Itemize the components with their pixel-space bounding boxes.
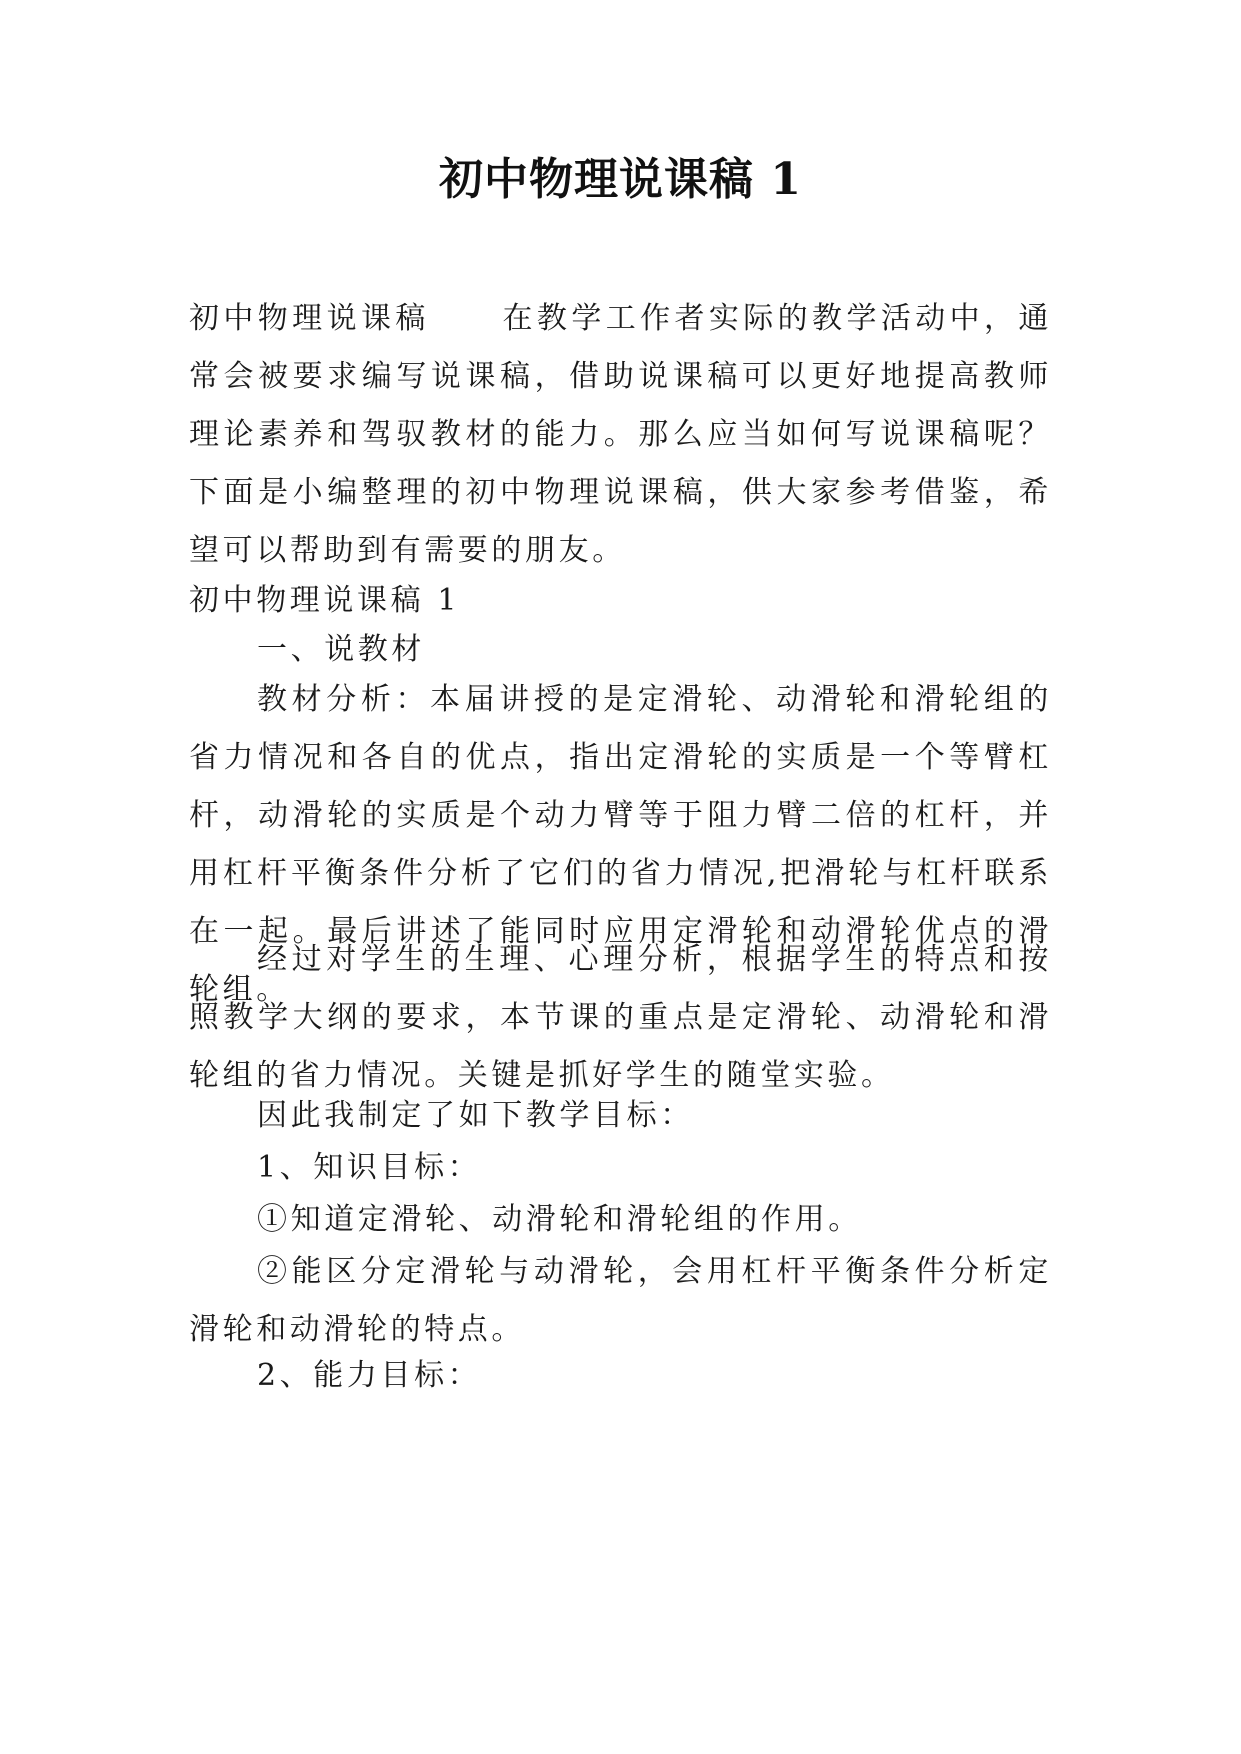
document-title: 初中物理说课稿 1 [439, 154, 802, 205]
paragraph-material-analysis: 教材分析：本届讲授的是定滑轮、动滑轮和滑轮组的省力情况和各自的优点，指出定滑轮的实质是一个等臂杠杆，动滑轮的实质是个动力臂等于阻力臂二倍的杠杆，并用杠杆平衡条件分析了它们的省力情况,把滑轮与杠杆联系在一起。最后讲述了能同时应用定滑轮和动滑轮优点的滑轮组。 [189, 682, 1052, 1007]
section-title: 初中物理说课稿 1 [189, 583, 461, 618]
intro-text: 在教学工作者实际的教学活动中，通常会被要求编写说课稿，借助说课稿可以更好地提高教师理论素养和驾驭教材的能力。那么应当如何写说课稿呢？下面是小编整理的初中物理说课稿，供大家参考借鉴，希望可以帮助到有需要的朋友。 [189, 301, 1053, 568]
list-item-knowledge-goal-2: ②能区分定滑轮与动滑轮，会用杠杆平衡条件分析定滑轮和动滑轮的特点。 [189, 1254, 1052, 1347]
list-item-knowledge-goal-1: ①知道定滑轮、动滑轮和滑轮组的作用。 [257, 1202, 862, 1237]
intro-paragraph [189, 290, 1052, 580]
list-item-knowledge-goal: 1、知识目标： [257, 1150, 482, 1185]
paragraph-student-analysis: 经过对学生的生理、心理分析，根据学生的特点和按照教学大纲的要求，本节课的重点是定滑轮、动滑轮和滑轮组的省力情况。关键是抓好学生的随堂实验。 [189, 942, 1052, 1093]
paragraph-teaching-goals-intro: 因此我制定了如下教学目标： [257, 1098, 694, 1133]
list-item-ability-goal: 2、能力目标： [257, 1358, 482, 1393]
heading-teaching-material: 一、说教材 [257, 632, 425, 667]
intro-lead: 初中物理说课稿 [189, 301, 430, 336]
